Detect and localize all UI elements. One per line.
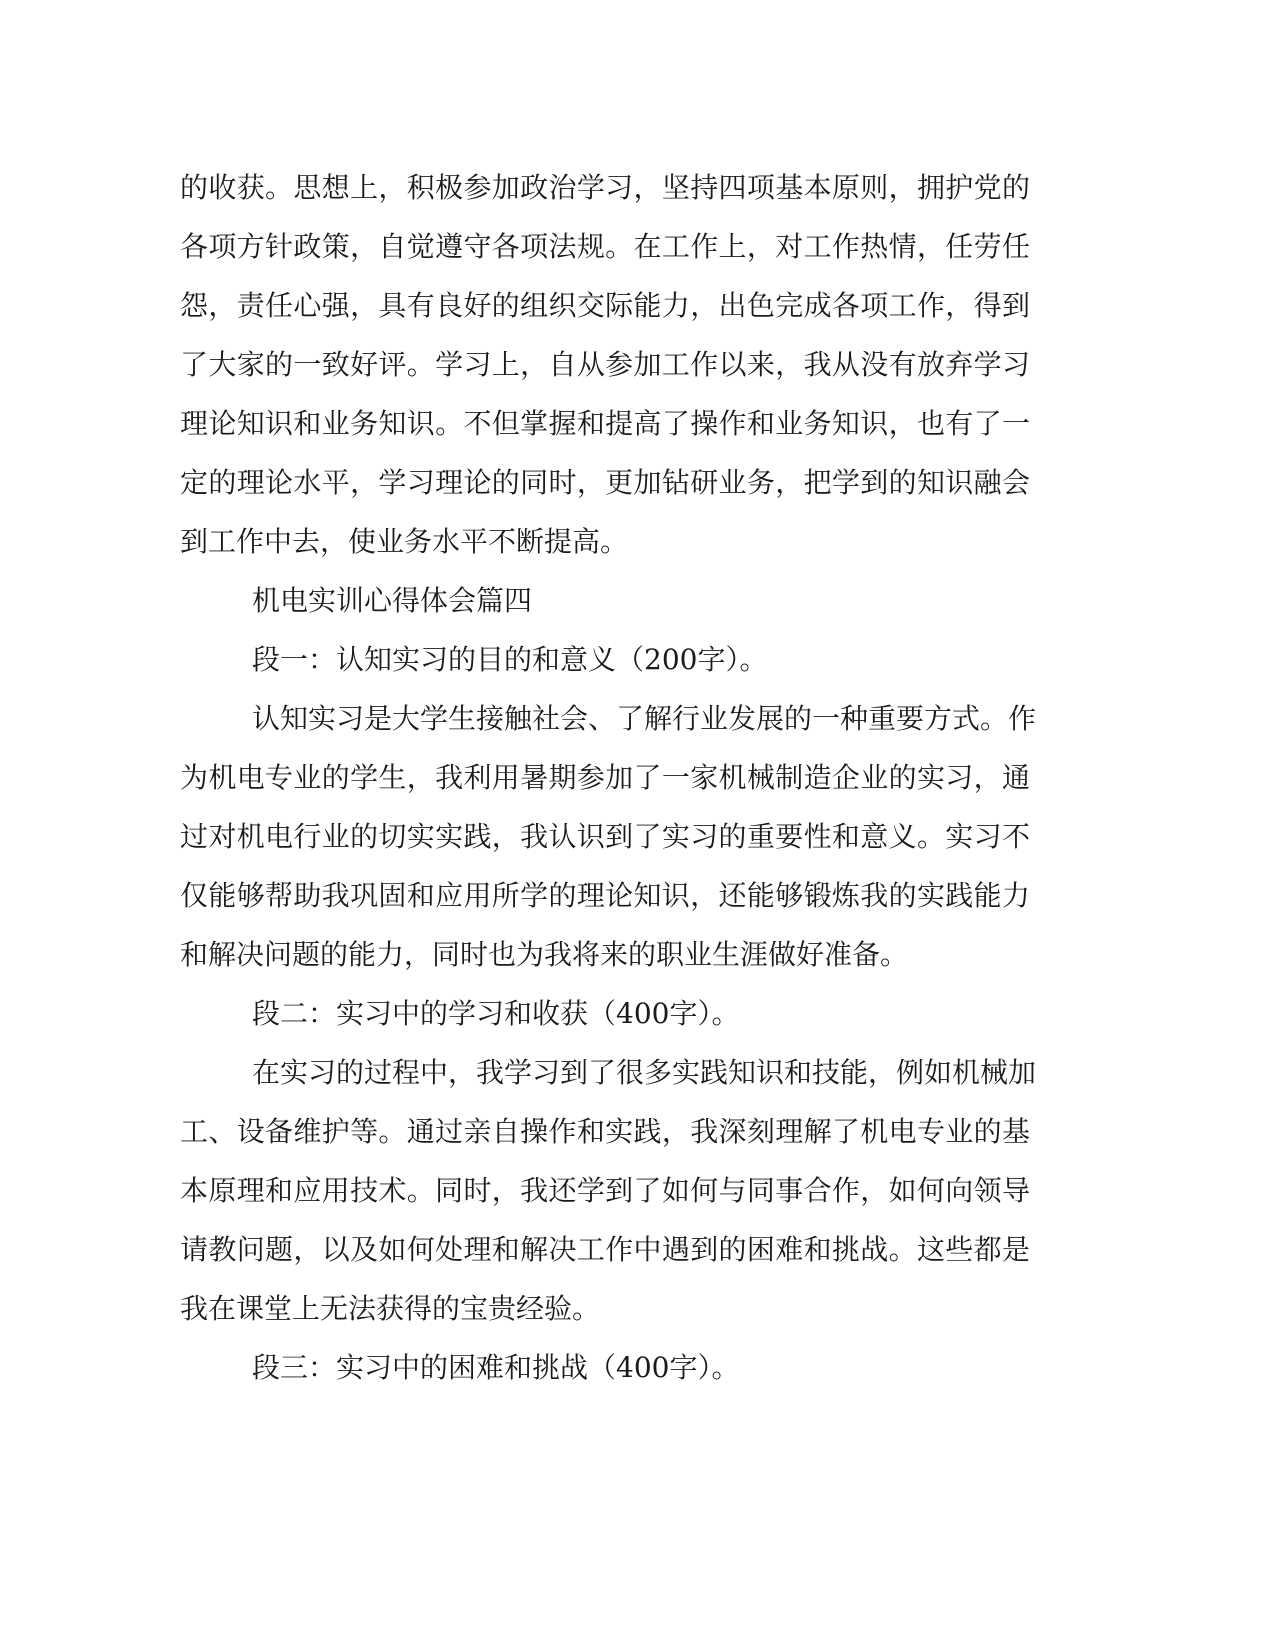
text-line: 怨，责任心强，具有良好的组织交际能力，出色完成各项工作，得到 [180,289,1030,322]
subheading-text: 段二：实习中的学习和收获（400字）。 [252,997,740,1030]
subheading-part-three [180,1338,1030,1397]
subheading-part-one [180,630,1030,689]
section-title [180,571,1030,630]
paragraph-part-one [180,689,1037,984]
section-title-text: 机电实训心得体会篇四 [252,584,533,617]
text-line: 到工作中去，使业务水平不断提高。 [180,525,629,558]
subheading-part-two [180,984,1030,1043]
text-line: 请教问题，以及如何处理和解决工作中遇到的困难和挑战。这些都是 [180,1233,1030,1266]
text-line: 了大家的一致好评。学习上，自从参加工作以来，我从没有放弃学习 [180,348,1030,381]
text-line: 本原理和应用技术。同时，我还学到了如何与同事合作，如何向领导 [180,1174,1030,1207]
text-line: 和解决问题的能力，同时也为我将来的职业生涯做好准备。 [180,938,909,971]
subheading-text: 段三：实习中的困难和挑战（400字）。 [252,1351,740,1384]
text-line: 仅能够帮助我巩固和应用所学的理论知识，还能够锻炼我的实践能力 [180,879,1030,912]
text-line: 我在课堂上无法获得的宝贵经验。 [180,1292,601,1325]
text-line: 在实习的过程中，我学习到了很多实践知识和技能，例如机械加 [252,1056,1037,1089]
document-body [180,158,1037,1397]
text-line: 的收获。思想上，积极参加政治学习，坚持四项基本原则，拥护党的 [180,171,1030,204]
text-line: 认知实习是大学生接触社会、了解行业发展的一种重要方式。作 [252,702,1037,735]
text-line: 理论知识和业务知识。不但掌握和提高了操作和业务知识，也有了一 [180,407,1030,440]
text-line: 工、设备维护等。通过亲自操作和实践，我深刻理解了机电专业的基 [180,1115,1030,1148]
text-line: 各项方针政策，自觉遵守各项法规。在工作上，对工作热情，任劳任 [180,230,1030,263]
text-line: 过对机电行业的切实实践，我认识到了实习的重要性和意义。实习不 [180,820,1030,853]
paragraph-intro-continuation [180,158,1030,571]
text-line: 为机电专业的学生，我利用暑期参加了一家机械制造企业的实习，通 [180,761,1030,794]
text-line: 定的理论水平，学习理论的同时，更加钻研业务，把学到的知识融会 [180,466,1030,499]
subheading-text: 段一：认知实习的目的和意义（200字）。 [252,643,768,676]
paragraph-part-two [180,1043,1037,1338]
